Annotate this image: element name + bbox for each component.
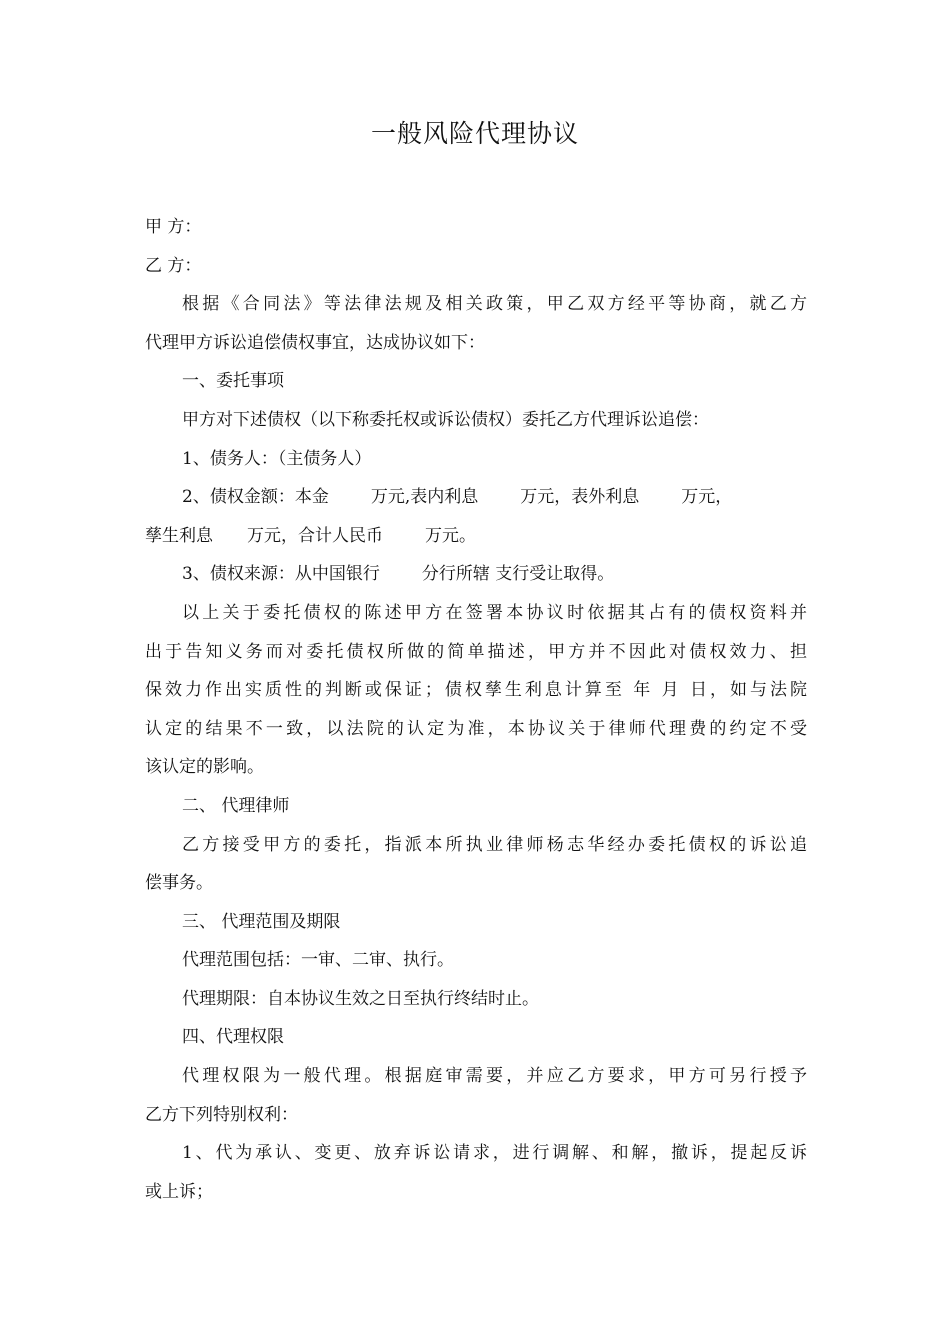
paragraph-line: 代理期限：自本协议生效之日至执行终结时止。	[182, 988, 539, 1009]
intro-line: 根据《合同法》等法律法规及相关政策，甲乙双方经平等协商，就乙方	[182, 294, 807, 315]
paragraph-line: 乙方下列特别权利：	[145, 1104, 298, 1125]
note-line: 保效力作出实质性的判断或保证；债权孳生利息计算至 年 月 日，如与法院	[145, 680, 807, 701]
amount-text: 万元，表外利息	[520, 487, 640, 508]
amount-line	[145, 478, 807, 517]
note-line: 认定的结果不一致，以法院的认定为准，本协议关于律师代理费的约定不受	[145, 718, 807, 739]
note-line: 以上关于委托债权的陈述甲方在签署本协议时依据其占有的债权资料并	[182, 602, 807, 623]
source-line	[145, 555, 807, 594]
list-item: 或上诉；	[145, 1181, 213, 1202]
paragraph-line: 乙方接受甲方的委托，指派本所执业律师杨志华经办委托债权的诉讼追	[182, 834, 807, 855]
document-title: 一般风险代理协议	[370, 119, 579, 148]
section-heading: 四、代理权限	[182, 1027, 284, 1048]
section-heading: 三、 代理范围及期限	[182, 911, 341, 932]
intro-line: 代理甲方诉讼追偿债权事宜，达成协议如下：	[145, 332, 485, 353]
amount-text: 万元，合计人民币	[247, 525, 383, 546]
paragraph-line: 甲方对下述债权（以下称委托权或诉讼债权）委托乙方代理诉讼追偿：	[182, 409, 709, 430]
note-line: 该认定的影响。	[145, 757, 264, 778]
source-text: 分行所辖 支行受让取得。	[421, 564, 615, 585]
amount-text: 万元，	[681, 487, 733, 508]
debtor-line: 1、债务人：（主债务人）	[182, 448, 372, 469]
list-item: 1、代为承认、变更、放弃诉讼请求，进行调解、和解，撤诉，提起反诉	[182, 1143, 807, 1164]
party-b-line: 乙 方：	[145, 255, 202, 276]
note-line: 出于告知义务而对委托债权所做的简单描述，甲方并不因此对债权效力、担	[145, 641, 807, 662]
section-heading: 二、 代理律师	[182, 795, 290, 816]
section-heading: 一、委托事项	[182, 371, 284, 392]
source-text: 3、债权来源：从中国银行	[182, 564, 380, 585]
amount-text: 2、债权金额：本金	[182, 487, 329, 508]
paragraph-line: 代理范围包括：一审、二审、执行。	[182, 950, 454, 971]
amount-text: 万元,表内利息	[370, 487, 479, 508]
paragraph-line: 代理权限为一般代理。根据庭审需要，并应乙方要求，甲方可另行授予	[182, 1066, 807, 1087]
document-body	[145, 208, 807, 1211]
paragraph-line: 偿事务。	[145, 873, 213, 894]
amount-line	[145, 517, 807, 556]
party-a-line: 甲 方：	[145, 217, 202, 237]
amount-text: 万元。	[425, 525, 476, 546]
amount-text: 孳生利息	[145, 525, 213, 546]
